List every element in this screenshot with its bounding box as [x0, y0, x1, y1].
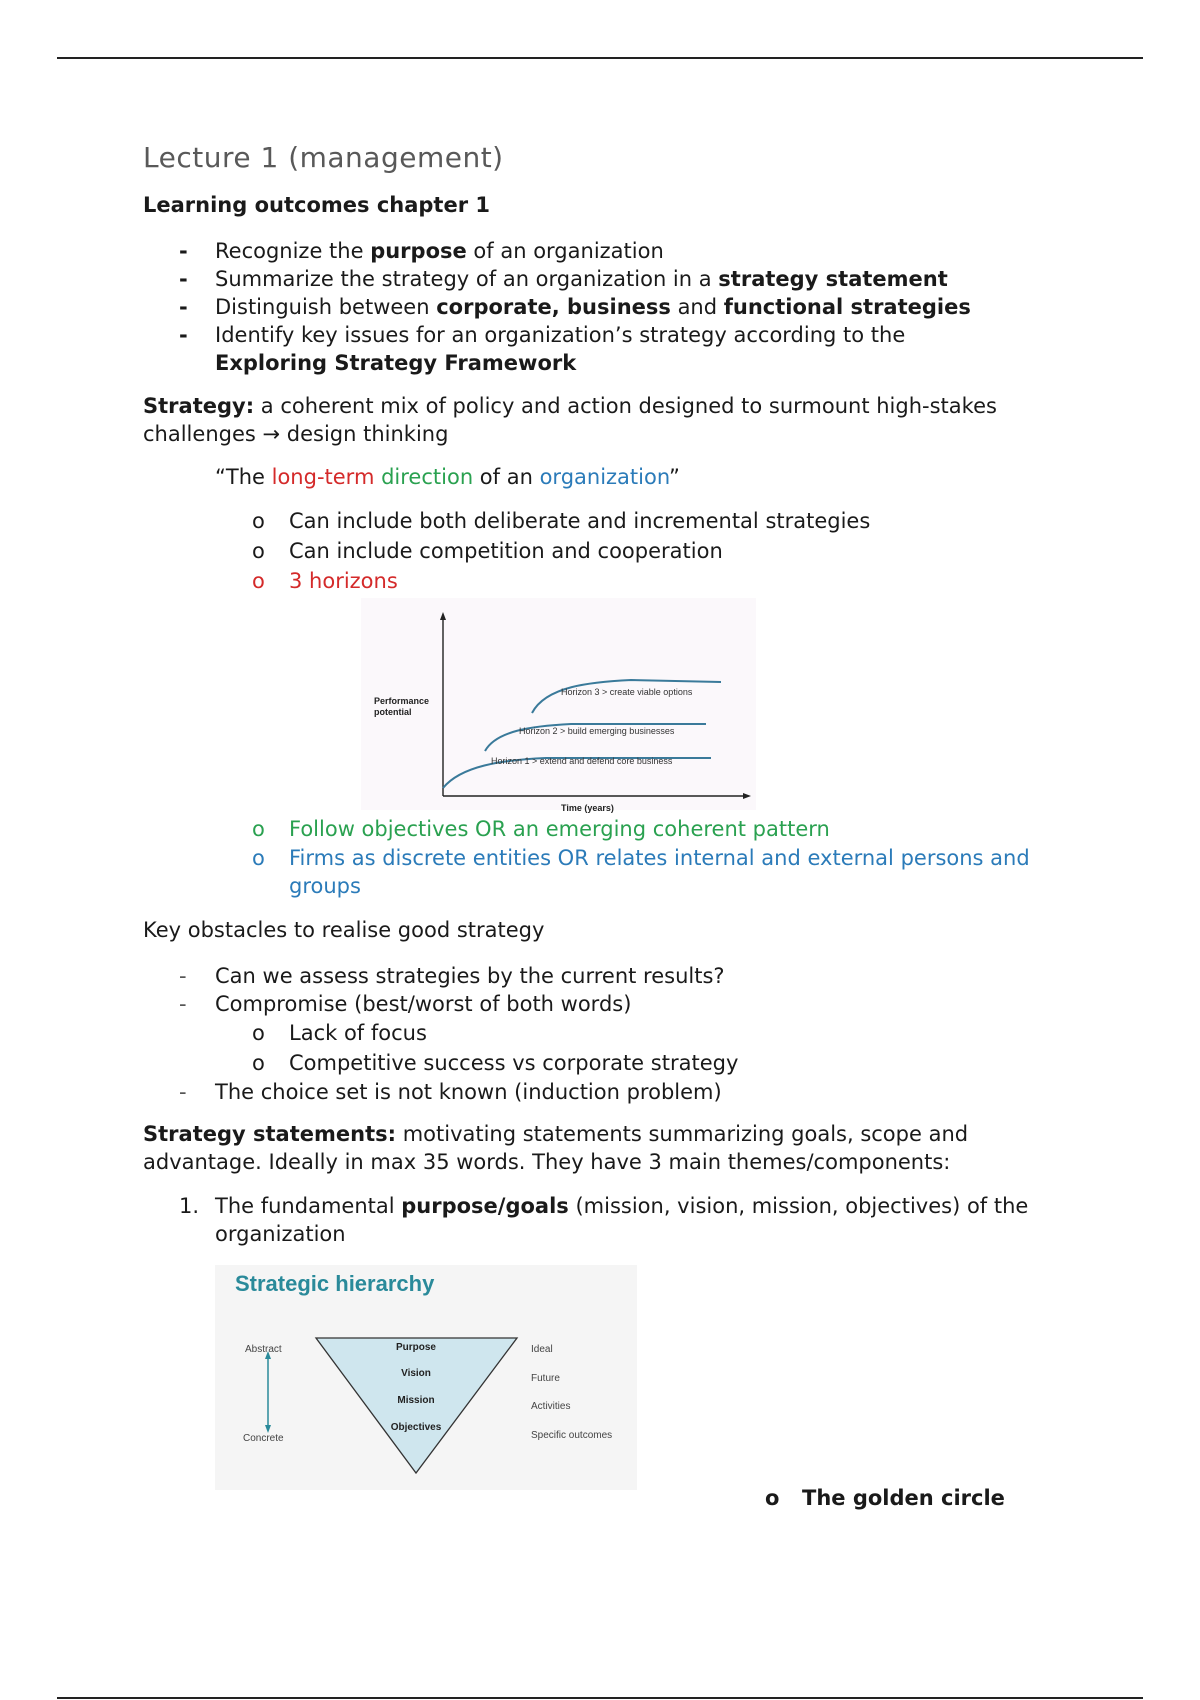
list-item: - Recognize the purpose of an organization — [143, 237, 1043, 265]
concrete-label: Concrete — [243, 1433, 284, 1444]
right-activities: Activities — [531, 1401, 571, 1412]
list-item: o Follow objectives OR an emerging coherent pattern — [252, 814, 1052, 844]
obstacles-sublist — [252, 1018, 1043, 1078]
list-item: o Competitive success vs corporate strategy — [252, 1048, 1043, 1078]
item-number: 1. — [179, 1194, 200, 1218]
list-item: - Can we assess strategies by the current results? — [143, 962, 1043, 990]
hierarchy-title: Strategic hierarchy — [235, 1271, 435, 1296]
obstacles-list — [143, 962, 1043, 1106]
hierarchy-diagram — [215, 1265, 637, 1490]
horizon-1-label: Horizon 1 > extend and defend core business — [491, 756, 673, 766]
arrow-down-icon — [265, 1425, 271, 1433]
y-axis-arrow-icon — [440, 612, 446, 620]
list-item: o Can include both deliberate and incremental strategies — [252, 506, 1052, 536]
learning-list — [143, 237, 1043, 377]
obstacles-heading: Key obstacles to realise good strategy — [143, 918, 545, 942]
obstacles-items — [143, 962, 1043, 1018]
obstacles-items-2 — [143, 1078, 1043, 1106]
top-rule — [57, 57, 1143, 59]
list-item: - Summarize the strategy of an organization in a strategy statement — [143, 265, 1043, 293]
bottom-rule — [57, 1697, 1143, 1699]
strategy-bullets — [252, 506, 1052, 596]
abstract-label: Abstract — [245, 1344, 282, 1355]
level-objectives: Objectives — [390, 1422, 442, 1433]
horizons-figure — [361, 598, 756, 813]
list-item: - The choice set is not known (induction problem) — [143, 1078, 1043, 1106]
chart-xlabel: Time (years) — [561, 803, 614, 813]
horizon-3-label: Horizon 3 > create viable options — [561, 687, 693, 697]
right-future: Future — [531, 1373, 560, 1384]
list-item: o Lack of focus — [252, 1018, 1043, 1048]
horizon-2-label: Horizon 2 > build emerging businesses — [519, 726, 675, 736]
list-item: o The golden circle — [765, 1483, 1005, 1513]
list-item: o 3 horizons — [252, 566, 1052, 596]
golden-list — [765, 1483, 1005, 1513]
page-title: Lecture 1 (management) — [143, 141, 504, 174]
statements-definition: Strategy statements: motivating statements summarizing goals, scope and advantage. Ideally in max 35 words. They have 3 main themes/components: — [143, 1122, 969, 1174]
right-specific-outcomes: Specific outcomes — [531, 1430, 613, 1441]
level-mission: Mission — [397, 1395, 435, 1406]
right-ideal: Ideal — [531, 1344, 553, 1355]
strategy-quote: “The long-term direction of an organization” — [215, 465, 680, 489]
list-item: o Can include competition and cooperation — [252, 536, 1052, 566]
chart-ylabel: Performance potential — [374, 696, 430, 717]
hierarchy-figure — [215, 1265, 637, 1490]
x-axis-arrow-icon — [743, 793, 751, 799]
list-item: o Firms as discrete entities OR relates internal and external persons and groups — [252, 844, 1052, 900]
list-item: - Distinguish between corporate, business and functional strategies — [143, 293, 1043, 321]
list-item: - Compromise (best/worst of both words) — [143, 990, 1043, 1018]
level-vision: Vision — [401, 1368, 431, 1379]
list-item: - Identify key issues for an organization’s strategy according to the Exploring Strategy Framework — [143, 321, 1043, 377]
numbered-item: 1. The fundamental purpose/goals (mission, vision, mission, objectives) of the organization — [179, 1194, 1029, 1246]
strategy-definition: Strategy: a coherent mix of policy and action designed to surmount high-stakes challenges → design thinking — [143, 394, 997, 446]
learning-heading: Learning outcomes chapter 1 — [143, 193, 490, 217]
strategy-bullets-after — [252, 814, 1052, 900]
horizons-chart — [361, 598, 756, 813]
level-purpose: Purpose — [395, 1342, 437, 1353]
